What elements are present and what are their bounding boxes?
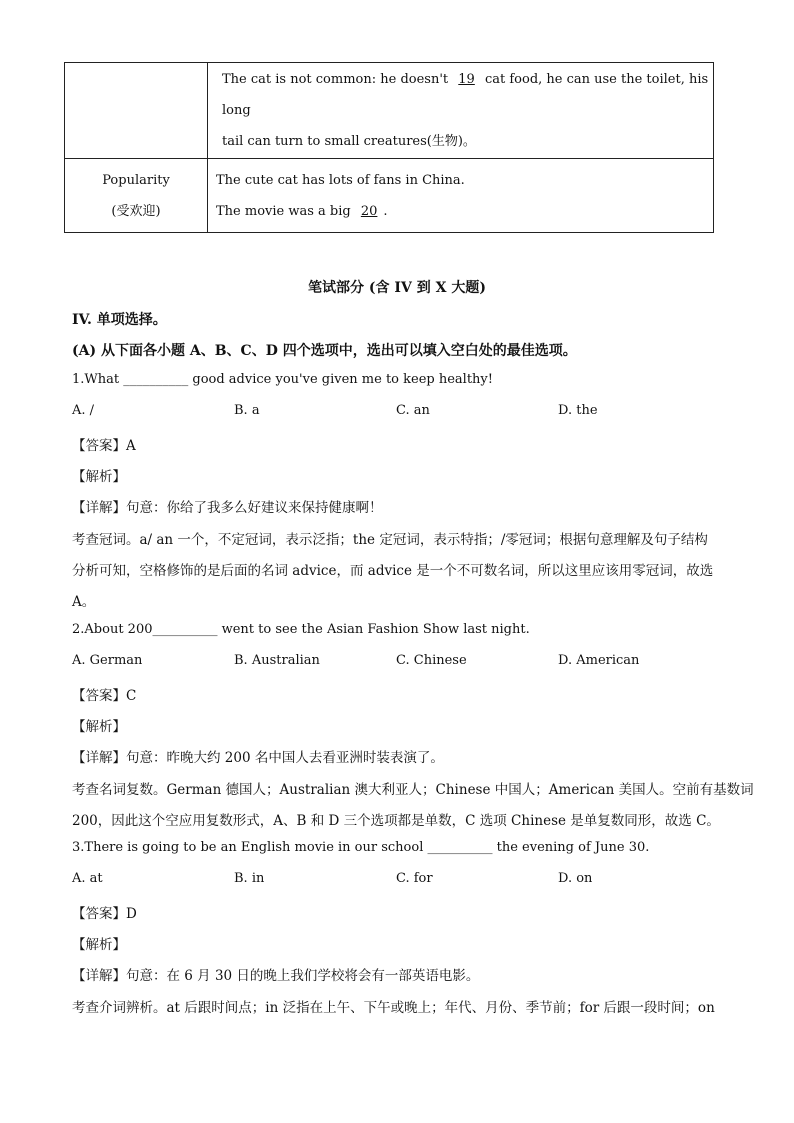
- part-heading: IV. 单项选择。: [72, 312, 167, 328]
- explain-line: 分析可知，空格修饰的是后面的名词 advice，而 advice 是一个不可数名词，所以这里应该用零冠词，故选: [72, 563, 714, 579]
- option-d: D. on: [558, 871, 593, 886]
- sub-heading: (A) 从下面各小题 A、B、C、D 四个选项中，选出可以填入空白处的最佳选项。: [72, 343, 577, 359]
- question-stem: 3.There is going to be an English movie in our school __________ the evening of June 30.: [72, 840, 650, 855]
- answer-label: 【答案】D: [72, 906, 137, 922]
- table-cell-content: [208, 63, 714, 159]
- option-c: C. for: [396, 871, 433, 886]
- option-c: C. an: [396, 403, 430, 418]
- analysis-label: 【解析】: [72, 719, 126, 735]
- option-a: A. at: [72, 871, 103, 886]
- explain-line: 考查冠词。a/ an 一个，不定冠词，表示泛指；the 定冠词，表示特指；/零冠词；根据句意理解及句子结构: [72, 532, 708, 548]
- table-line: The cute cat has lots of fans in China.: [216, 172, 465, 188]
- question-stem: 1.What __________ good advice you've given me to keep healthy!: [72, 372, 493, 387]
- table-cell-label: [65, 63, 208, 159]
- detail-text: 【详解】句意：在 6 月 30 日的晚上我们学校将会有一部英语电影。: [72, 968, 480, 984]
- explain-line: 考查名词复数。German 德国人；Australian 澳大利亚人；Chinese 中国人；American 美国人。空前有基数词: [72, 782, 754, 798]
- table-cell-label: [65, 159, 208, 233]
- info-table: [64, 62, 714, 233]
- option-d: D. the: [558, 403, 598, 418]
- table-cell-content: [208, 159, 714, 233]
- option-a: A. /: [72, 403, 95, 418]
- blank-20: 20: [360, 203, 378, 219]
- blank-19: 19: [458, 72, 475, 87]
- option-b: B. in: [234, 871, 265, 886]
- table-row: [65, 63, 714, 159]
- option-c: C. Chinese: [396, 653, 467, 668]
- answer-label: 【答案】C: [72, 688, 137, 704]
- analysis-label: 【解析】: [72, 937, 126, 953]
- explain-line: 考查介词辨析。at 后跟时间点；in 泛指在上午、下午或晚上；年代、月份、季节前；for 后跟一段时间；on: [72, 1000, 715, 1016]
- analysis-label: 【解析】: [72, 469, 126, 485]
- question-stem: 2.About 200__________ went to see the Asian Fashion Show last night.: [72, 622, 530, 637]
- answer-label: 【答案】A: [72, 438, 136, 454]
- popularity-label: Popularity: [102, 172, 170, 188]
- option-b: B. Australian: [234, 653, 320, 668]
- option-d: D. American: [558, 653, 640, 668]
- option-b: B. a: [234, 403, 260, 418]
- table-line: tail can turn to small creatures(生物)。: [222, 134, 476, 149]
- explain-line: A。: [72, 594, 96, 610]
- table-line: The cat is not common: he doesn't 19 cat food, he can use the toilet, his long: [222, 64, 712, 126]
- detail-text: 【详解】句意：昨晚大约 200 名中国人去看亚洲时装表演了。: [72, 750, 444, 766]
- popularity-cn-label: (受欢迎): [111, 203, 161, 219]
- table-line: The movie was a big 20 .: [216, 196, 712, 227]
- section-title: 笔试部分 (含 IV 到 X 大题): [308, 280, 486, 296]
- explain-line: 200，因此这个空应用复数形式，A、B 和 D 三个选项都是单数，C 选项 Chinese 是单复数同形，故选 C。: [72, 813, 720, 829]
- table-row: [65, 159, 714, 233]
- option-a: A. German: [72, 653, 143, 668]
- detail-text: 【详解】句意：你给了我多么好建议来保持健康啊！: [72, 500, 383, 516]
